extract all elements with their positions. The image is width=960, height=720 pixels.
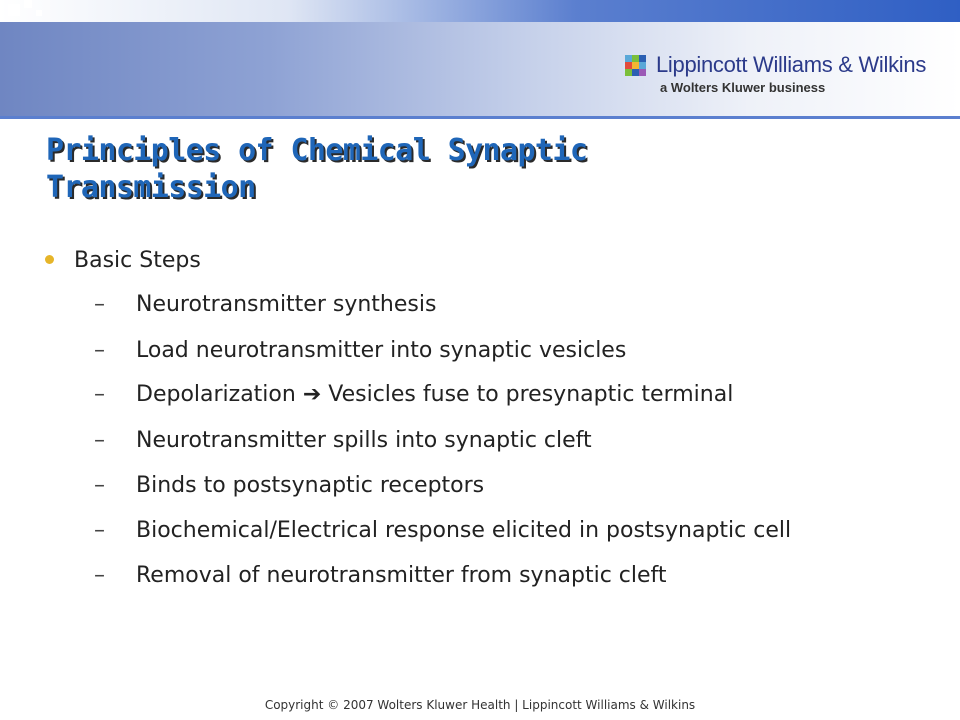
step-text: Neurotransmitter synthesis: [136, 292, 437, 317]
bullet-dot: [45, 255, 54, 264]
list-item: [0, 428, 960, 458]
step-text: Load neurotransmitter into synaptic vesicles: [136, 338, 627, 363]
publisher-name: Lippincott Williams & Wilkins: [656, 52, 927, 77]
slide-title-line1: Principles of Chemical Synaptic: [46, 133, 588, 168]
step-text: Biochemical/Electrical response elicited in postsynaptic cell: [136, 518, 792, 543]
step-text: Removal of neurotransmitter from synaptic cleft: [136, 563, 667, 588]
publisher-tagline: a Wolters Kluwer business: [660, 80, 826, 95]
slide-title: [46, 132, 926, 206]
header-rule: [0, 116, 960, 119]
slide-title-line2: Transmission: [46, 170, 256, 205]
copyright-footer: Copyright © 2007 Wolters Kluwer Health | Lippincott Williams & Wilkins: [264, 698, 696, 712]
dash-marker: –: [94, 428, 105, 453]
step-text: Binds to postsynaptic receptors: [136, 473, 485, 498]
list-item: [0, 338, 960, 368]
dash-marker: –: [94, 338, 105, 363]
dash-marker: –: [94, 518, 105, 543]
dash-marker: –: [94, 473, 105, 498]
dash-marker: –: [94, 292, 105, 317]
list-item: [0, 382, 960, 412]
dash-marker: –: [94, 563, 105, 588]
publisher-logo: [622, 50, 942, 98]
header-top-strip: [0, 0, 960, 22]
list-item: [0, 473, 960, 503]
step-text: Neurotransmitter spills into synaptic cleft: [136, 428, 592, 453]
wk-checkered-globe-icon: [622, 52, 650, 80]
corner-square: [8, 4, 20, 16]
bullet-basic-steps: Basic Steps: [74, 248, 201, 273]
corner-square: [36, 10, 42, 16]
corner-square: [24, 0, 32, 8]
dash-marker: –: [94, 382, 105, 407]
list-item: [0, 292, 960, 322]
list-item: [0, 518, 960, 548]
list-item: [0, 563, 960, 593]
step-text: Depolarization ➔ Vesicles fuse to presynaptic terminal: [136, 382, 734, 407]
